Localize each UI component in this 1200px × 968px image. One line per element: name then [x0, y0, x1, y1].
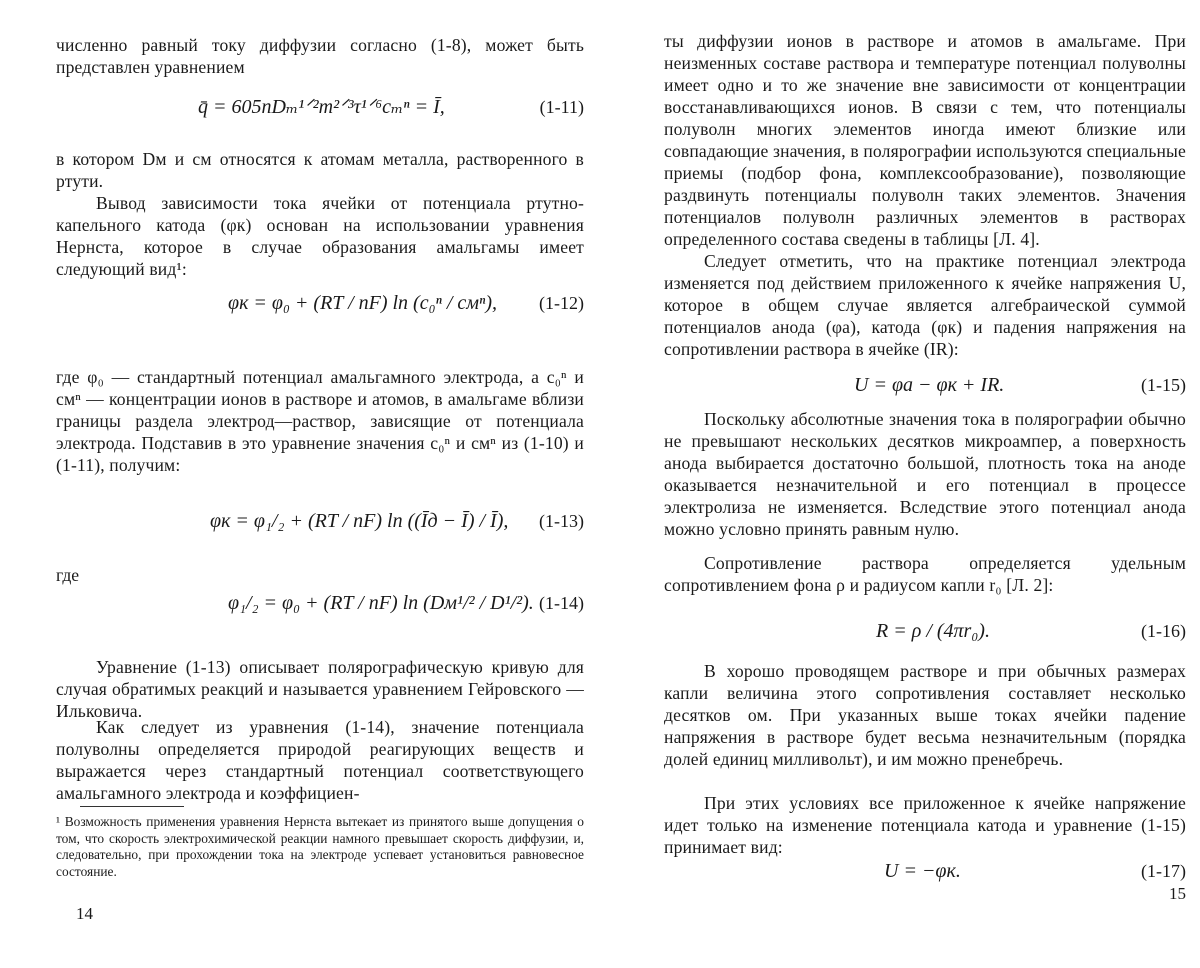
equation-1-11 [56, 92, 584, 122]
paragraph-continuation: ты диффузии ионов в растворе и атомов в амальгаме. При неизменных составе раствора и температуре потенциал полуволны имеет одно и то же значение вне зависимости от концентрации восстанавливающихся ионов. В связи с тем, что потенциалы полуволн многих элементов иногда имеют близкие или совпадающие значения, в полярографии используются специальные приемы (подбор фона, комплексообразование), позволяющие раздвинуть потенциалы полуволн таких элементов. Значения потенциалов полуволн различных элементов в растворах определенного состава сведены в таблицы [Л. 4]. [664, 31, 1186, 249]
equation-1-16 [664, 616, 1186, 646]
equation-expression: φк = φ₀ + (RT / nF) ln (c₀ⁿ / cмⁿ), [228, 292, 498, 314]
paragraph-heyrovsky: Уравнение (1-13) описывает полярографическую кривую для случая обратимых реакций и называется уравнением Гейровского — Ильковича. [56, 657, 584, 721]
equation-number: (1-13) [539, 511, 584, 531]
footnote: ¹ Возможность применения уравнения Нернста вытекает из принятого выше допущения о том, что скорость электрохимической реакции намного превышает скорость диффузии, и, следовательно, при прохождении тока на электроде успевает установиться равновесное состояние. [56, 814, 584, 879]
equation-number: (1-12) [539, 293, 584, 313]
equation-expression: U = φа − φк + IR. [854, 374, 1005, 396]
right-page [664, 0, 1186, 968]
page-number: 15 [1169, 884, 1186, 903]
equation-1-17 [664, 856, 1186, 886]
paragraph-nernst: Вывод зависимости тока ячейки от потенциала ртутно-капельного катода (φк) основан на использовании уравнения Нернста, которое в случае образования амальгамы имеет следующий вид¹: [56, 193, 584, 279]
where-label-row [56, 560, 584, 590]
equation-expression: φк = φ₁/₂ + (RT / nF) ln ((Īд − Ī) / Ī), [210, 510, 509, 532]
left-page [56, 0, 584, 968]
equation-1-12 [56, 288, 584, 318]
paragraph-current: Поскольку абсолютные значения тока в полярографии обычно не превышают нескольких десятков микроампер, а поверхность анода выбирается достаточно большой, плотность тока на аноде оказывается незначительной и его потенциал в процессе электролиза не изменяется. Вследствие этого потенциал анода можно условно принять равным нулю. [664, 409, 1186, 539]
equation-number: (1-17) [1141, 861, 1186, 881]
paragraph-small-resistance: В хорошо проводящем растворе и при обычных размерах капли величина этого сопротивления составляет несколько десятков ом. При указанных выше токах ячейки падение напряжения в растворе будет весьма незначительным (порядка долей единиц милливольт), и им можно пренебречь. [664, 661, 1186, 769]
footnote-rule [80, 806, 184, 807]
paragraph-intro: численно равный току диффузии согласно (1-8), может быть представлен уравнением [56, 35, 584, 77]
paragraph-halfwave: Как следует из уравнения (1-14), значение потенциала полуволны определяется природой реагирующих веществ и выражается через стандартный потенциал соответствующего амальгамного электрода и коэффициен- [56, 717, 584, 803]
equation-1-15 [664, 370, 1186, 400]
where-label: где [56, 565, 80, 585]
paragraph-final: При этих условиях все приложенное к ячейке напряжение идет только на изменение потенциала катода и уравнение (1-15) принимает вид: [664, 793, 1186, 857]
equation-number: (1-16) [1141, 621, 1186, 641]
paragraph-metal: в котором Dм и cм относятся к атомам металла, растворенного в ртути. [56, 149, 584, 191]
equation-number: (1-11) [539, 97, 584, 117]
equation-expression: U = −φк. [884, 860, 961, 882]
equation-number: (1-15) [1141, 375, 1186, 395]
paragraph-voltage: Следует отметить, что на практике потенциал электрода изменяется под действием приложенного к ячейке напряжения U, которое в общем случае является алгебраической суммой потенциалов анода (φа), катода (φк) и падения напряжения на сопротивлении раствора в ячейке (IR): [664, 251, 1186, 359]
equation-expression: q̄ = 605nDₘ¹ᐟ²m²ᐟ³τ¹ᐟ⁶cₘⁿ = Ī, [198, 96, 445, 118]
equation-expression: R = ρ / (4πr₀). [876, 620, 990, 642]
equation-1-13 [56, 506, 584, 536]
paragraph-where: где φ₀ — стандартный потенциал амальгамного электрода, а c₀ⁿ и cмⁿ — концентрации ионов в растворе и атомов, в амальгаме вблизи границы раздела электрод—раствор, зависящие от потенциала электрода. Подставив в это уравнение значения c₀ⁿ и cмⁿ из (1-10) и (1-11), получим: [56, 367, 584, 475]
equation-number: (1-14) [539, 593, 584, 613]
equation-1-14 [56, 588, 584, 618]
page-number: 14 [76, 904, 93, 923]
paragraph-resistance: Сопротивление раствора определяется удельным сопротивлением фона ρ и радиусом капли r₀ [Л. 2]: [664, 553, 1186, 595]
equation-expression: φ₁/₂ = φ₀ + (RT / nF) ln (Dм¹/² / D¹/²). [228, 592, 534, 614]
